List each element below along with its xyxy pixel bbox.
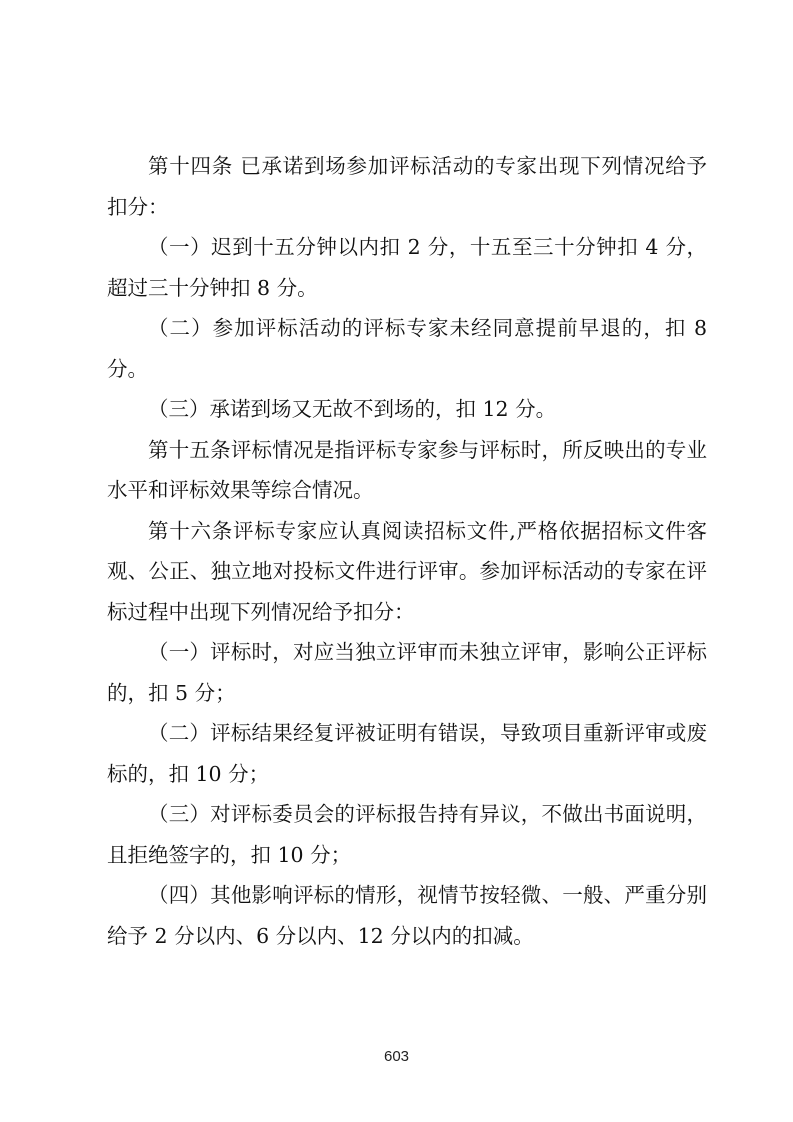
- article-16-item-4: （四）其他影响评标的情形，视情节按轻微、一般、严重分别给予 2 分以内、6 分以内、12 分以内的扣减。: [107, 883, 707, 948]
- article-16-item-1: （一）评标时，对应当独立评审而未独立评审，影响公正评标的，扣 5 分；: [107, 640, 707, 705]
- article-16-paragraph: 第十六条评标专家应认真阅读招标文件,严格依据招标文件客观、公正、独立地对投标文件进行评审。参加评标活动的专家在评标过程中出现下列情况给予扣分：: [107, 518, 707, 624]
- article-16-item-3: （三）对评标委员会的评标报告持有异议，不做出书面说明，且拒绝签字的，扣 10 分；: [107, 802, 707, 867]
- article-14-item-1: （一）迟到十五分钟以内扣 2 分，十五至三十分钟扣 4 分，超过三十分钟扣 8 分。: [107, 235, 707, 300]
- article-16-item-2: （二）评标结果经复评被证明有错误，导致项目重新评审或废标的，扣 10 分；: [107, 721, 707, 786]
- article-14-paragraph: 第十四条 已承诺到场参加评标活动的专家出现下列情况给予扣分：: [107, 154, 707, 219]
- article-15-paragraph: 第十五条评标情况是指评标专家参与评标时，所反映出的专业水平和评标效果等综合情况。: [107, 437, 707, 502]
- page-number: 603: [383, 1048, 410, 1065]
- article-14-item-2: （二）参加评标活动的评标专家未经同意提前早退的，扣 8 分。: [107, 316, 707, 381]
- article-14-item-3: （三）承诺到场又无故不到场的，扣 12 分。: [148, 397, 557, 421]
- document-body: [107, 146, 707, 956]
